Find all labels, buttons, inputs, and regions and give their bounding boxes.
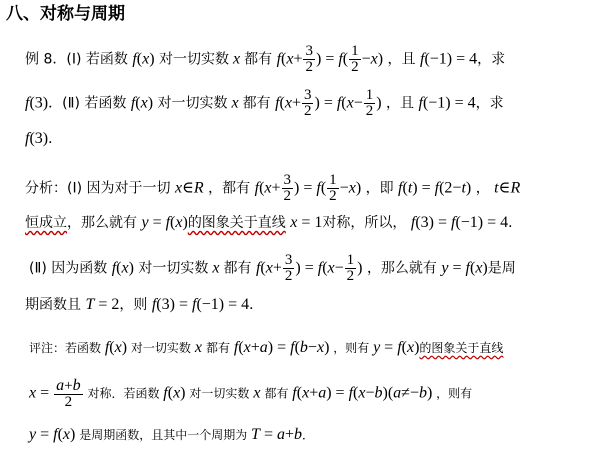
example-line-1: 例 8．(Ⅰ) 若函数 f(x) 对一切实数 x 都有 f(x+ $\frac{3}{2}$ ) = f( $\frac{1}{2}$ −x) ，且 f(−1) = 4，求	[25, 43, 506, 75]
analysis-label: 分析：(Ⅰ) 因为对于一切	[25, 180, 171, 197]
analysis-line-3: (Ⅱ) 因为函数 f(x) 对一切实数 x 都有 f(x+ $\frac{3}{2}$ ) = f(x− $\frac{1}{2}$ ) ，那么就有 y = f(x)是周	[29, 252, 516, 284]
analysis-line-1: 分析：(Ⅰ) 因为对于一切 x∈R ，都有 f(x+ $\frac{3}{2}$ ) = f( $\frac{1}{2}$ −x) ，即 f(t) = f(2−t) ， t∈R	[25, 172, 521, 204]
comment-line-3: y = f(x) 是周期函数，且其中一个周期为 T = a+b．	[29, 426, 315, 443]
analysis-line-4: 期函数且 T = 2，则 f(3) = f(−1) = 4．	[25, 296, 264, 313]
example-line-2: f(3)．(Ⅱ) 若函数 f(x) 对一切实数 x 都有 f(x+ $\frac{3}{2}$ ) = f(x− $\frac{1}{2}$ ) ，且 f(−1) = 4，求	[25, 87, 504, 119]
example-label: 例 8．(Ⅰ) 若函数	[25, 51, 128, 68]
section-heading: 八、对称与周期	[6, 4, 125, 24]
comment-label: 评注：若函数	[29, 341, 102, 355]
analysis-line-2: 恒成立，那么就有 y = f(x)的图象关于直线 x = 1对称，所以， f(3) = f(−1) = 4．	[25, 214, 523, 231]
comment-line-1: 评注：若函数 f(x) 对一切实数 x 都有 f(x+a) = f(b−x) ，则有 y = f(x)的图象关于直线	[29, 339, 504, 356]
comment-line-2: x = $\frac{a+b}{2}$ 对称．若函数 f(x) 对一切实数 x 都有 f(x+a) = f(x−b)(a≠−b) ，则有	[29, 377, 473, 410]
example-line-3: f(3)．	[25, 130, 63, 147]
